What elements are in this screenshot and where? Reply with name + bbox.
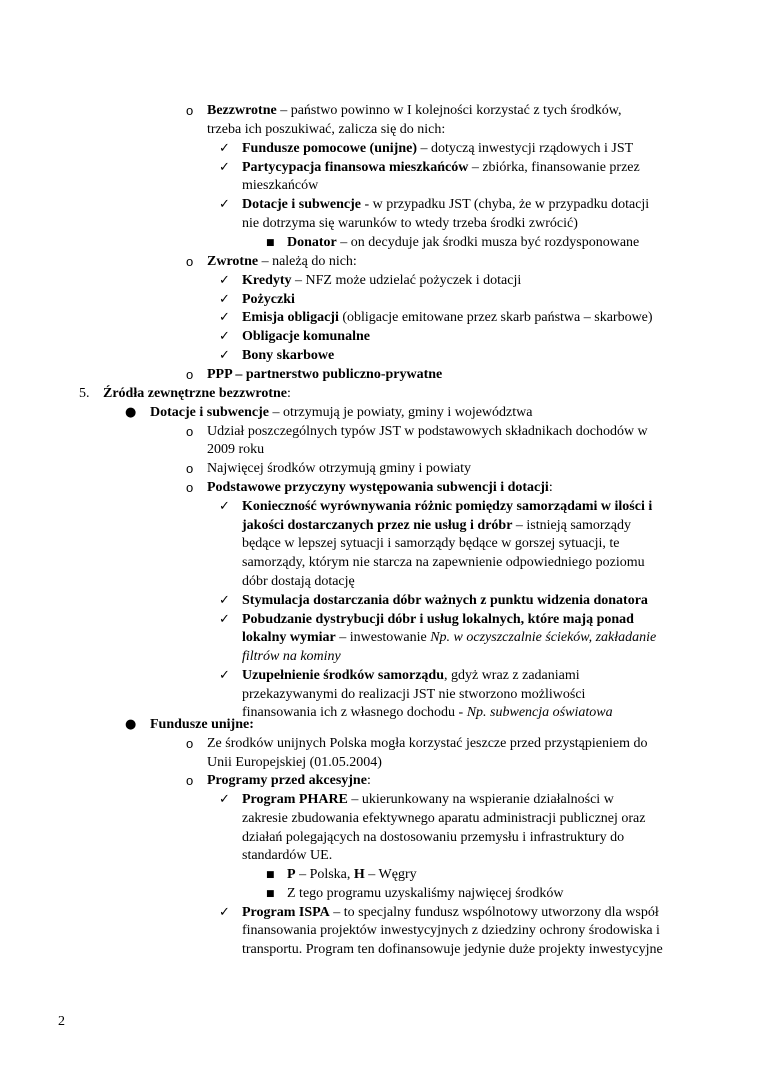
text-run: standardów UE. xyxy=(242,848,333,863)
text-line xyxy=(207,102,621,120)
text-run: – dotyczą inwestycji rządowych i JST xyxy=(417,141,634,156)
text-run: , gdyż wraz z zadaniami xyxy=(443,668,580,683)
text-line xyxy=(207,423,648,441)
text-line xyxy=(242,535,619,553)
text-line xyxy=(207,366,442,384)
text-run: lokalny wymiar xyxy=(242,630,336,645)
text-run: będące w lepszej sytuacji i samorządy będące w gorszej sytuacji, te xyxy=(242,536,620,551)
text-line xyxy=(242,941,663,959)
text-run: Obligacje komunalne xyxy=(242,329,370,344)
text-run: Stymulacja dostarczania dóbr ważnych z punktu widzenia donatora xyxy=(242,593,648,608)
text-run: Dotacje i subwencje xyxy=(150,405,269,420)
bullet-icon: ■ xyxy=(266,870,275,880)
text-run: – Polska, xyxy=(295,867,354,882)
text-run: finansowania projektów inwestycyjnych z dziedziny ochrony środowiska i xyxy=(242,923,660,938)
text-run: mieszkańców xyxy=(242,178,319,193)
text-run: – zbiórka, finansowanie przez xyxy=(468,160,640,175)
text-line xyxy=(150,716,254,734)
text-run: Konieczność wyrównywania różnic pomiędzy samorządami w ilości i xyxy=(242,499,653,514)
bullet-icon: o xyxy=(186,367,194,382)
text-line xyxy=(103,385,291,403)
bullet-icon: o xyxy=(186,424,194,439)
bullet-icon: ● xyxy=(125,717,137,732)
text-run: – on decyduje jak środki musza być rozdysponowane xyxy=(336,235,640,250)
text-run: Partycypacja finansowa mieszkańców xyxy=(242,160,469,175)
text-run: Np. subwencja oświatowa xyxy=(466,705,613,720)
text-run: 2009 roku xyxy=(207,442,265,457)
text-line xyxy=(242,554,645,572)
bullet-icon: o xyxy=(186,736,194,751)
text-line xyxy=(287,885,563,903)
text-line xyxy=(242,611,634,629)
bullet-icon: ✓ xyxy=(219,329,230,344)
text-line xyxy=(207,441,264,459)
text-run: Bony skarbowe xyxy=(242,348,335,363)
text-run: (obligacje emitowane przez skarb państwa – skarbowe) xyxy=(338,310,653,325)
text-run: – to specjalny fundusz wspólnotowy utworzony dla współ xyxy=(329,905,659,920)
text-run: Program PHARE xyxy=(242,792,348,807)
text-line xyxy=(242,498,652,516)
text-run: Podstawowe przyczyny występowania subwencji i dotacji xyxy=(207,480,549,495)
bullet-icon: ■ xyxy=(266,889,275,899)
text-run: finansowania ich z własnego dochodu - xyxy=(242,705,467,720)
text-line xyxy=(242,177,318,195)
text-run: Pobudzanie dystrybucji dóbr i usług lokalnych, które mają ponad xyxy=(242,612,634,627)
bullet-icon: ✓ xyxy=(219,310,230,325)
text-run: Pożyczki xyxy=(242,292,295,307)
text-run: : xyxy=(548,480,553,495)
text-line xyxy=(242,347,334,365)
bullet-icon: ✓ xyxy=(219,593,230,608)
text-line xyxy=(242,667,580,685)
text-run: Program ISPA xyxy=(242,905,330,920)
text-line xyxy=(242,291,295,309)
text-line xyxy=(207,772,371,790)
bullet-icon: ✓ xyxy=(219,792,230,807)
text-run: : xyxy=(287,386,291,401)
bullet-icon: ✓ xyxy=(219,905,230,920)
text-line xyxy=(242,309,653,327)
text-run: przekazywanymi do realizacji JST nie stworzono możliwości xyxy=(242,687,586,702)
text-line xyxy=(242,847,332,865)
text-run: Zwrotne xyxy=(207,254,259,269)
text-line xyxy=(242,686,585,704)
text-line xyxy=(242,629,656,647)
text-run: Uzupełnienie środków samorządu xyxy=(242,668,444,683)
text-line xyxy=(242,829,624,847)
bullet-icon: ✓ xyxy=(219,668,230,683)
text-run: Unii Europejskiej (01.05.2004) xyxy=(207,755,382,770)
bullet-icon: ✓ xyxy=(219,197,230,212)
list-number: 5. xyxy=(79,386,90,401)
text-run: filtrów na kominy xyxy=(242,649,341,664)
text-run: – należą do nich: xyxy=(258,254,357,269)
bullet-icon: o xyxy=(186,773,194,788)
text-run: : xyxy=(366,773,371,788)
text-run: Dotacje i subwencje xyxy=(242,197,361,212)
text-run: H xyxy=(353,867,365,882)
text-line xyxy=(242,592,648,610)
text-run: – Węgry xyxy=(364,867,417,882)
bullet-icon: ✓ xyxy=(219,612,230,627)
text-run: – państwo powinno w I kolejności korzystać z tych środków, xyxy=(276,103,622,118)
text-line xyxy=(242,159,640,177)
text-run: działań polegających na dostosowaniu przemysłu i infrastruktury do xyxy=(242,830,625,845)
text-line xyxy=(242,517,631,535)
page-number: 2 xyxy=(58,1014,65,1029)
text-run: Udział poszczególnych typów JST w podstawowych składnikach dochodów w xyxy=(207,424,648,439)
text-run: Ze środków unijnych Polska mogła korzystać jeszcze przed przystąpieniem do xyxy=(207,736,648,751)
text-line xyxy=(207,479,553,497)
text-run: jakości dostarczanych przez nie usług i dróbr xyxy=(242,518,513,533)
text-run: transportu. Program ten dofinansowuje jedynie duże projekty inwestycyjne xyxy=(242,942,663,957)
text-line xyxy=(242,810,645,828)
text-run: P xyxy=(287,867,296,882)
text-run: Kredyty xyxy=(242,273,292,288)
text-line xyxy=(287,234,639,252)
text-run: – otrzymują je powiaty, gminy i województwa xyxy=(268,405,533,420)
text-run: Fundusze unijne: xyxy=(150,717,254,732)
text-run: PPP – partnerstwo publiczno-prywatne xyxy=(207,367,443,382)
text-line xyxy=(287,866,417,884)
text-line xyxy=(242,215,578,233)
bullet-icon: ✓ xyxy=(219,141,230,156)
text-run: Fundusze pomocowe (unijne) xyxy=(242,141,418,156)
text-run: – ukierunkowany na wspieranie działalności w xyxy=(347,792,614,807)
text-line xyxy=(207,735,647,753)
bullet-icon: ■ xyxy=(266,238,275,248)
text-line xyxy=(242,196,649,214)
text-run: zakresie zbudowania efektywnego aparatu administracji publicznej oraz xyxy=(242,811,646,826)
text-run: Programy przed akcesyjne xyxy=(207,773,367,788)
text-run: Źródła zewnętrzne bezzwrotne xyxy=(103,386,288,401)
text-run: Najwięcej środków otrzymują gminy i powiaty xyxy=(207,461,471,476)
bullet-icon: ✓ xyxy=(219,499,230,514)
text-line xyxy=(207,121,445,139)
text-line xyxy=(207,754,382,772)
text-run: dóbr dostają dotację xyxy=(242,574,355,589)
text-line xyxy=(207,460,471,478)
text-run: - w przypadku JST (chyba, że w przypadku dotacji xyxy=(360,197,650,212)
text-run: samorządy, którym nie starcza na zapewnienie odpowiedniego poziomu xyxy=(242,555,645,570)
bullet-icon: ✓ xyxy=(219,160,230,175)
bullet-icon: o xyxy=(186,103,194,118)
text-run: Z tego programu uzyskaliśmy najwięcej środków xyxy=(287,886,564,901)
text-line xyxy=(207,253,357,271)
text-run: – NFZ może udzielać pożyczek i dotacji xyxy=(291,273,522,288)
text-line xyxy=(242,704,613,722)
text-run: Bezzwrotne xyxy=(207,103,277,118)
text-line xyxy=(242,272,521,290)
text-run: Donator xyxy=(287,235,337,250)
text-run: – inwestowanie xyxy=(335,630,431,645)
text-run: nie dotrzyma się warunków to wtedy trzeba środki zwrócić) xyxy=(242,216,578,231)
bullet-icon: ✓ xyxy=(219,292,230,307)
text-run: trzeba ich poszukiwać, zalicza się do nich: xyxy=(207,122,446,137)
text-line xyxy=(242,648,341,666)
bullet-icon: ✓ xyxy=(219,348,230,363)
bullet-icon: ● xyxy=(125,405,137,420)
text-run: – istnieją samorządy xyxy=(512,518,631,533)
text-run: Np. w oczyszczalnie ścieków, zakładanie xyxy=(430,630,657,645)
text-line xyxy=(242,904,659,922)
bullet-icon: o xyxy=(186,461,194,476)
bullet-icon: o xyxy=(186,480,194,495)
bullet-icon: o xyxy=(186,254,194,269)
text-line xyxy=(242,140,633,158)
text-line xyxy=(242,573,355,591)
bullet-icon: ✓ xyxy=(219,273,230,288)
text-line xyxy=(242,922,660,940)
text-run: Emisja obligacji xyxy=(242,310,339,325)
text-line xyxy=(150,404,532,422)
text-line xyxy=(242,328,370,346)
text-line xyxy=(242,791,614,809)
